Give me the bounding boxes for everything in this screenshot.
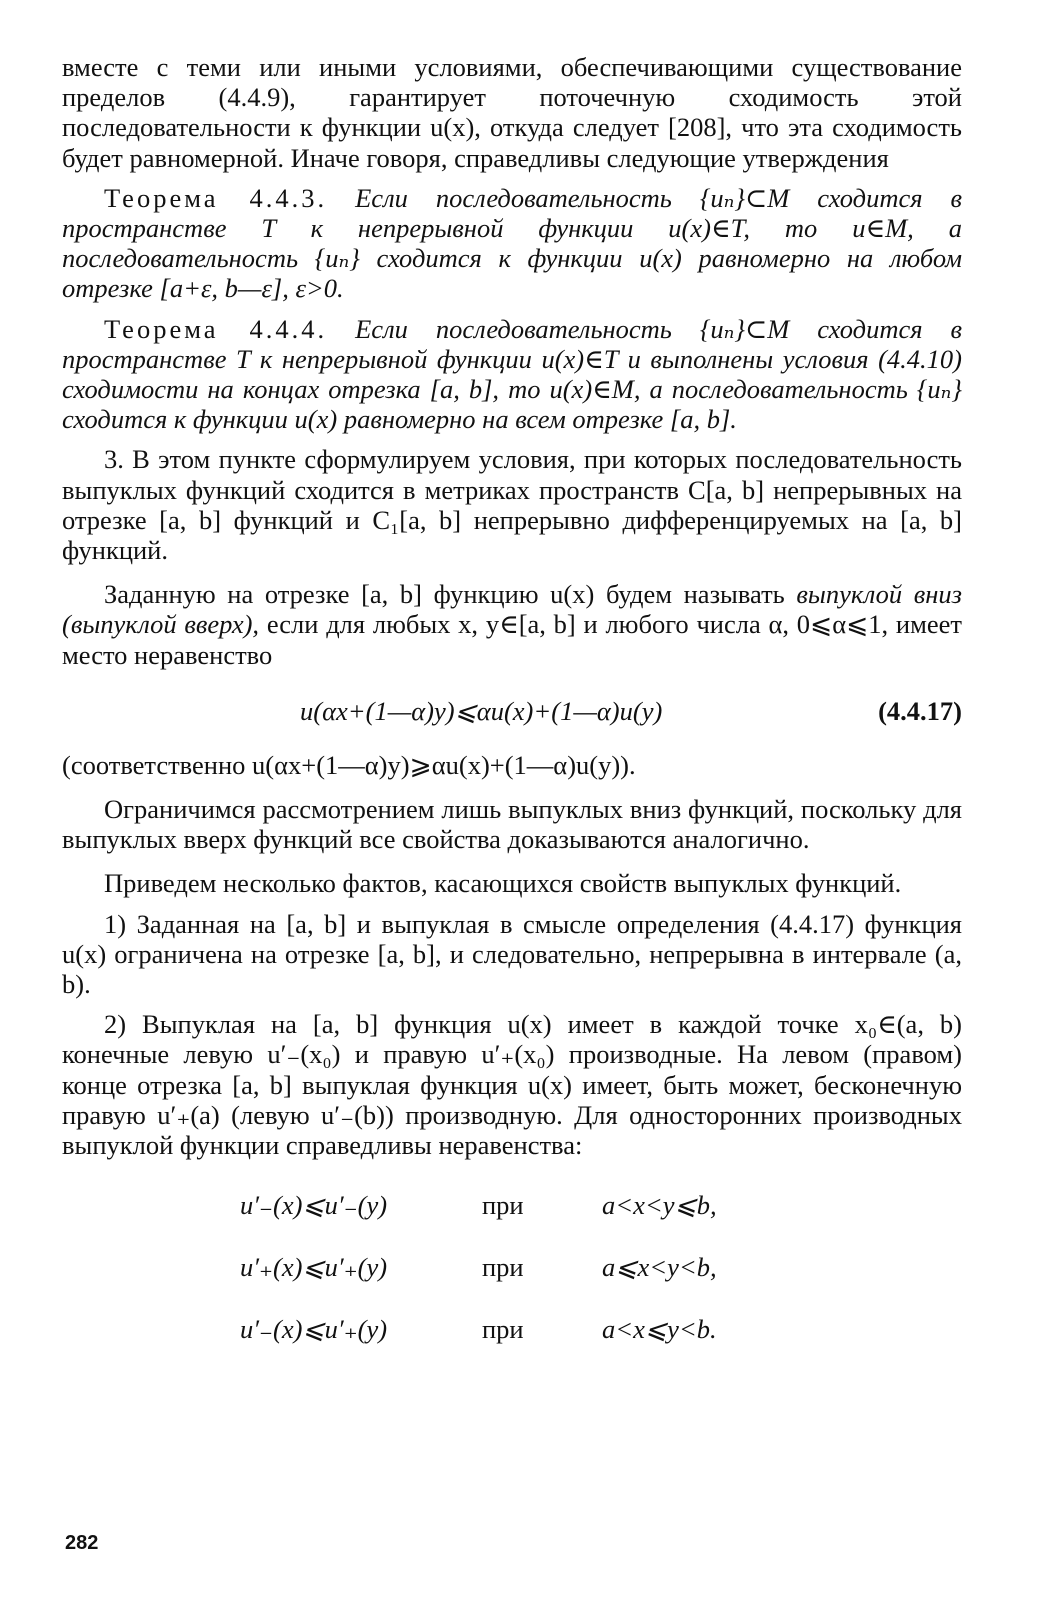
theorem-label: Теорема 4.4.3. [104,182,328,213]
page-body [62,52,962,1366]
definition-text: Заданную на отрезке [a, b] функцию u(x) будем называть [104,579,797,610]
page-number: 282 [65,1532,99,1554]
inequality-condition-word: при [482,1314,524,1345]
inequality-row [62,1180,962,1242]
paragraph-restrict: Ограничимся рассмотрением лишь выпуклых вниз функций, поскольку для выпуклых вверх функций все свойства доказываются аналогично. [62,794,962,855]
inequality-left: u′₋(x)⩽u′₋(y) [240,1190,388,1221]
paragraph-respectively: (соответственно u(αx+(1—α)y)⩾αu(x)+(1—α)u(y)). [62,749,636,780]
theorem-4-4-3 [62,183,962,304]
paragraph-facts-intro: Приведем несколько фактов, касающихся свойств выпуклых функций. [104,868,902,899]
theorem-text: Если последовательность {uₙ}⊂M сходится в пространстве T к непрерывной функции u(x)∈T, то u∈M, а последовательность {uₙ} сходится к функции u(x) равномерно на любом отрезке [a+ε, b—ε], ε>0. [62,182,963,304]
inequality-condition-word: при [482,1252,524,1283]
theorem-label: Теорема 4.4.4. [104,313,328,344]
paragraph-convex-definition [62,579,962,670]
equation-number: (4.4.17) [878,695,962,726]
inequality-row [62,1304,962,1366]
inequality-left: u′₋(x)⩽u′₊(y) [240,1314,388,1345]
definition-term: выпуклой вниз (выпуклой вверх), [62,579,962,640]
inequality-row [62,1242,962,1304]
inequality-left: u′₊(x)⩽u′₊(y) [240,1252,388,1283]
inequality-condition-word: при [482,1190,524,1221]
paragraph-fact-2: 2) Выпуклая на [a, b] функция u(x) имеет в каждой точке x₀∈(a, b) конечные левую u′₋(x₀) и правую u′₊(x₀) производные. На левом (правом) конце отрезка [a, b] выпуклая функция u(x) имеет, быть может, бесконечную правую u′₊(a) (левую u′₋(b)) производную. Для односторонних производных выпуклой функции справедливы неравенства: [62,1009,962,1161]
paragraph-fact-1: 1) Заданная на [a, b] и выпуклая в смысле определения (4.4.17) функция u(x) ограничена на отрезке [a, b], и следовательно, непрерывна в интервале (a, b). [62,908,962,1000]
theorem-text: Если последовательность {uₙ}⊂M сходится в пространстве T к непрерывной функции u(x)∈T и выполнены условия (4.4.10) сходимости на концах отрезка [a, b], то u(x)∈M, а последовательность {uₙ} сходится к функции u(x) равномерно на всем отрезке [a, b]. [62,313,963,435]
inequality-condition: a<x⩽y<b. [602,1314,717,1345]
definition-text: если для любых x, y∈[a, b] и любого числа α, 0⩽α⩽1, имеет место неравенство [62,609,962,670]
theorem-4-4-4 [62,314,962,435]
paragraph-intro: вместе с теми или иными условиями, обеспечивающими существование пределов (4.4.9), гарантирует поточечную сходимость этой последовательности к функции u(x), откуда следует [208], что эта сходимость будет равномерной. Иначе говоря, справедливы следующие утверждения [62,52,962,173]
equation-expression: u(αx+(1—α)y)⩽αu(x)+(1—α)u(y) [300,695,663,726]
inequality-condition: a<x<y⩽b, [602,1190,717,1221]
equation-4-4-17 [62,692,962,732]
paragraph-section-3: 3. В этом пункте сформулируем условия, при которых последовательность выпуклых функций сходится в метриках пространств C[a, b] непрерывных на отрезке [a, b] функций и C₁[a, b] непрерывно дифференцируемых на [a, b] функций. [62,444,962,566]
inequality-condition: a⩽x<y<b, [602,1252,717,1283]
